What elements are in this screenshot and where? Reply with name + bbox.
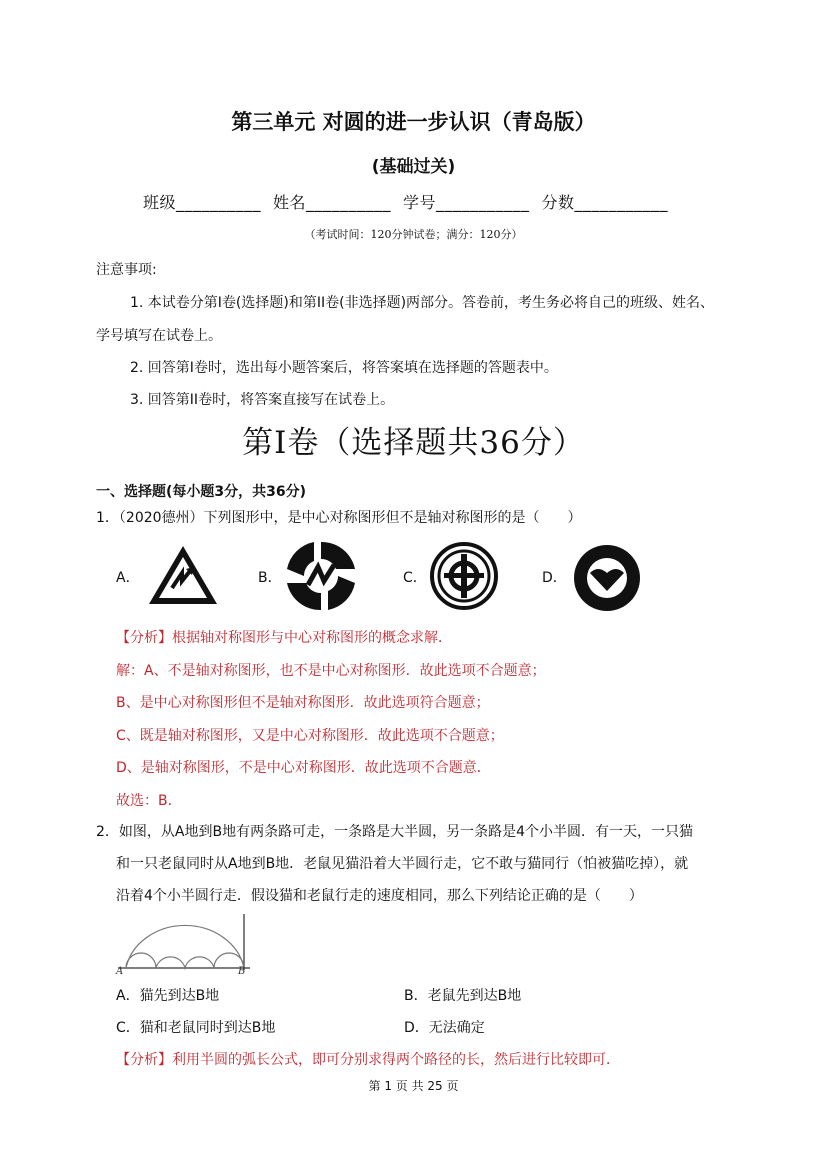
score-field: 分数___________ — [541, 193, 669, 212]
notice-item-3: 3. 回答第II卷时，将答案直接写在试卷上。 — [130, 392, 395, 408]
q2-option-d: D．无法确定 — [404, 1020, 485, 1036]
q1-option-d-label: D． — [542, 570, 567, 586]
q1-stem: 1．（2020德州）下列图形中，是中心对称图形但不是轴对称图形的是（ ） — [96, 510, 582, 526]
q2-option-b: B．老鼠先到达B地 — [404, 988, 522, 1004]
q2-stem-line-1: 2．如图，从A地到B地有两条路可走，一条路是大半圆，另一条路是4个小半圆．有一天，一只猫 — [96, 824, 693, 840]
q1-solution-c: C、既是轴对称图形，又是中心对称图形．故此选项不合题意； — [116, 728, 504, 744]
q2-option-c: C．猫和老鼠同时到达B地 — [116, 1020, 276, 1036]
document-subtitle: (基础过关) — [371, 157, 456, 177]
q1-option-c-label: C． — [403, 570, 427, 586]
q1-solution-b: B、是中心对称图形但不是轴对称图形．故此选项符合题意； — [116, 695, 490, 711]
q2-stem-line-3: 沿着4个小半圆行走．假设猫和老鼠行走的速度相同，那么下列结论正确的是（ ） — [116, 888, 643, 904]
document-title: 第三单元 对圆的进一步认识（青岛版） — [231, 110, 596, 134]
section-title: 第I卷（选择题共36分） — [242, 425, 585, 461]
part-heading: 一、选择题(每小题3分，共36分) — [96, 484, 307, 500]
circle-emblem-figure — [430, 542, 498, 610]
heart-ring-figure — [572, 543, 642, 613]
notice-heading: 注意事项: — [96, 262, 157, 278]
q2-stem-line-2: 和一只老鼠同时从A地到B地．老鼠见猫沿着大半圆行走，它不敢与猫同行（怕被猫吃掉），就 — [116, 856, 689, 872]
q2-option-a: A．猫先到达B地 — [116, 988, 220, 1004]
point-a-label: A — [116, 966, 124, 976]
student-info-row — [143, 190, 668, 213]
page-number: 第 1 页 共 25 页 — [368, 1079, 459, 1093]
warning-triangle-figure — [146, 543, 220, 607]
name-field: 姓名__________ — [273, 193, 392, 212]
q1-option-a-label: A． — [116, 570, 140, 586]
pinwheel-figure — [284, 539, 358, 613]
exam-info: （考试时间：120分钟试卷；满分：120分） — [304, 228, 523, 241]
notice-item-2: 2. 回答第I卷时，选出每小题答案后，将答案填在选择题的答题表中。 — [130, 360, 558, 376]
q1-option-b-label: B． — [258, 570, 282, 586]
q1-solution-a: 解：A、不是轴对称图形，也不是中心对称图形．故此选项不合题意； — [116, 663, 546, 679]
student-id-field: 学号___________ — [403, 193, 530, 212]
q1-answer: 故选：B． — [116, 793, 182, 809]
class-field: 班级__________ — [143, 193, 262, 212]
notice-item-1-cont: 学号填写在试卷上。 — [96, 328, 222, 344]
semicircle-paths-figure — [114, 910, 254, 976]
notice-item-1: 1. 本试卷分第I卷(选择题)和第II卷(非选择题)两部分。答卷前，考生务必将自己的班级、姓名、 — [130, 295, 715, 311]
q1-analysis: 【分析】根据轴对称图形与中心对称图形的概念求解． — [116, 630, 452, 646]
q1-solution-d: D、是轴对称图形，不是中心对称图形．故此选项不合题意． — [116, 760, 491, 776]
point-b-label: B — [238, 966, 246, 976]
q2-analysis: 【分析】利用半圆的弧长公式，即可分别求得两个路径的长，然后进行比较即可． — [116, 1052, 620, 1068]
